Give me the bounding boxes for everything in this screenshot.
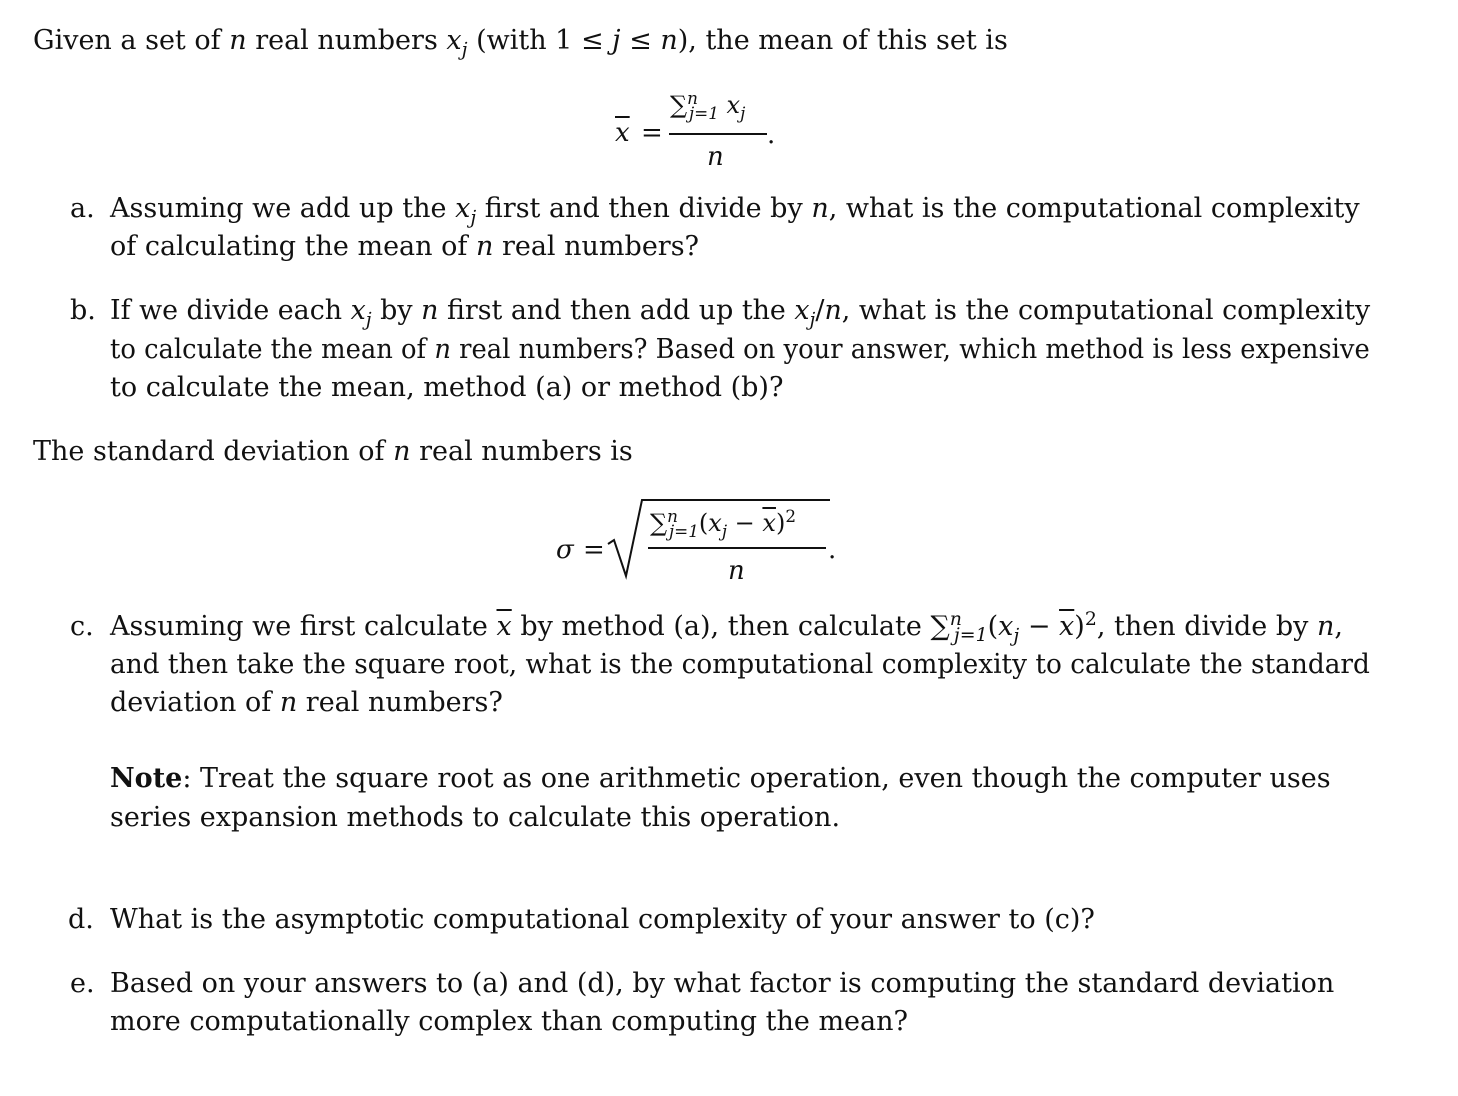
var-n: n	[1317, 611, 1335, 642]
exponent: 2	[785, 506, 797, 526]
intro-text: real numbers	[255, 25, 438, 56]
sum-lower: j=1	[953, 624, 988, 647]
intro-line	[33, 25, 1008, 61]
var-n: n	[421, 295, 439, 326]
var-x: x	[455, 193, 471, 224]
item-e-line1: Based on your answers to (a) and (d), by what factor is computing the standard deviation	[110, 968, 1335, 999]
mean-numerator	[670, 88, 746, 123]
sum-lower: j=1	[688, 102, 719, 123]
text: by method (a), then calculate	[520, 611, 922, 642]
sum-lower: j=1	[668, 520, 699, 541]
var-sub: j	[1013, 624, 1020, 647]
xbar-symbol: $\overline{x}$	[496, 611, 512, 642]
item-label: c.	[70, 611, 94, 642]
intro-text: (with 1 ≤	[476, 25, 604, 56]
var-sub: j	[721, 520, 728, 541]
equals-sign: =	[583, 535, 605, 565]
sum-symbol: ∑	[930, 611, 950, 642]
period: .	[767, 120, 776, 150]
paren: )	[775, 509, 786, 537]
item-label: b.	[70, 295, 96, 326]
xbar-symbol: $\overline{x}$	[615, 118, 630, 148]
text: Assuming we first calculate	[110, 611, 488, 642]
item-b-line3: to calculate the mean, method (a) or method (b)?	[110, 372, 784, 403]
var-sub: j	[461, 38, 468, 61]
minus: −	[727, 509, 763, 537]
denominator-n: n	[728, 556, 745, 586]
text: to calculate the mean of	[110, 334, 427, 365]
sum-symbol: ∑	[650, 509, 668, 537]
paren: (	[987, 611, 999, 642]
note-line2: series expansion methods to calculate this operation.	[110, 802, 841, 833]
sum-symbol: ∑	[670, 91, 688, 119]
item-b-line2	[110, 334, 1370, 366]
var-x: x	[446, 25, 462, 56]
text: real numbers is	[419, 436, 633, 467]
fraction-bar	[669, 133, 767, 135]
item-a-line1	[110, 193, 1360, 229]
sum-upper: n	[687, 88, 698, 108]
text: by	[380, 295, 413, 326]
text: real numbers? Based on your answer, which method is less expensive	[459, 334, 1370, 365]
item-b-line1	[110, 295, 1371, 331]
item-a-line2	[110, 231, 699, 263]
text: The standard deviation of	[33, 436, 385, 467]
item-c-line3	[110, 687, 503, 719]
var-sub: j	[470, 206, 477, 229]
var-sub: j	[365, 308, 372, 331]
sigma-symbol: σ	[556, 535, 574, 565]
sum-upper: n	[667, 506, 678, 526]
var-x: x	[708, 509, 722, 537]
text: real numbers?	[305, 687, 503, 718]
text: of calculating the mean of	[110, 231, 468, 262]
intro-text: ≤	[629, 25, 652, 56]
var-x: x	[726, 91, 741, 119]
denominator-n: n	[707, 142, 724, 172]
text: If we divide each	[110, 295, 343, 326]
xbar-symbol: $\overline{x}$	[762, 509, 776, 537]
std-numerator	[650, 506, 797, 541]
text: , what is the computational complexity	[841, 295, 1371, 326]
period: .	[828, 535, 837, 565]
item-label: e.	[70, 968, 95, 999]
text: first and then divide by	[484, 193, 803, 224]
sum-upper: n	[949, 608, 962, 630]
xbar-symbol: $\overline{x}$	[1059, 611, 1075, 642]
item-label: a.	[70, 193, 95, 224]
var-sub: j	[809, 308, 816, 331]
var-n: n	[811, 193, 829, 224]
exponent: 2	[1084, 608, 1097, 630]
item-label: d.	[68, 904, 94, 935]
text: ,	[1334, 611, 1343, 642]
var-n: n	[824, 295, 842, 326]
var-n: n	[229, 25, 247, 56]
text: deviation of	[110, 687, 272, 718]
var-x: x	[350, 295, 366, 326]
item-c-line1	[110, 608, 1343, 647]
minus: −	[1019, 611, 1060, 642]
paren: )	[1074, 611, 1085, 642]
var-x: x	[794, 295, 810, 326]
note-line1	[110, 763, 1331, 795]
item-e-line2: more computationally complex than computing the mean?	[110, 1006, 908, 1037]
item-c-line2: and then take the square root, what is the computational complexity to calculate the standard	[110, 649, 1370, 680]
text: , what is the computational complexity	[828, 193, 1360, 224]
var-n: n	[434, 334, 451, 365]
intro-text: Given a set of	[33, 25, 221, 56]
text: : Treat the square root as one arithmetic operation, even though the computer uses	[182, 763, 1331, 794]
var-n: n	[279, 687, 298, 718]
text: , then divide by	[1096, 611, 1309, 642]
text: real numbers?	[501, 231, 700, 262]
var-x: x	[998, 611, 1014, 642]
var-j: j	[612, 25, 621, 56]
paren: (	[698, 509, 709, 537]
equals-sign: =	[641, 118, 663, 148]
var-n: n	[475, 231, 494, 262]
fraction-bar	[648, 547, 826, 549]
intro-text: ), the mean of this set is	[677, 25, 1008, 56]
var-n: n	[660, 25, 678, 56]
slash: /	[815, 295, 825, 326]
std-intro-line	[33, 436, 633, 468]
item-d-line1: What is the asymptotic computational complexity of your answer to (c)?	[110, 904, 1095, 935]
note-label: Note	[110, 763, 183, 794]
text: first and then add up the	[446, 295, 786, 326]
text: Assuming we add up the	[110, 193, 447, 224]
var-sub: j	[740, 102, 746, 123]
var-n: n	[393, 436, 411, 467]
